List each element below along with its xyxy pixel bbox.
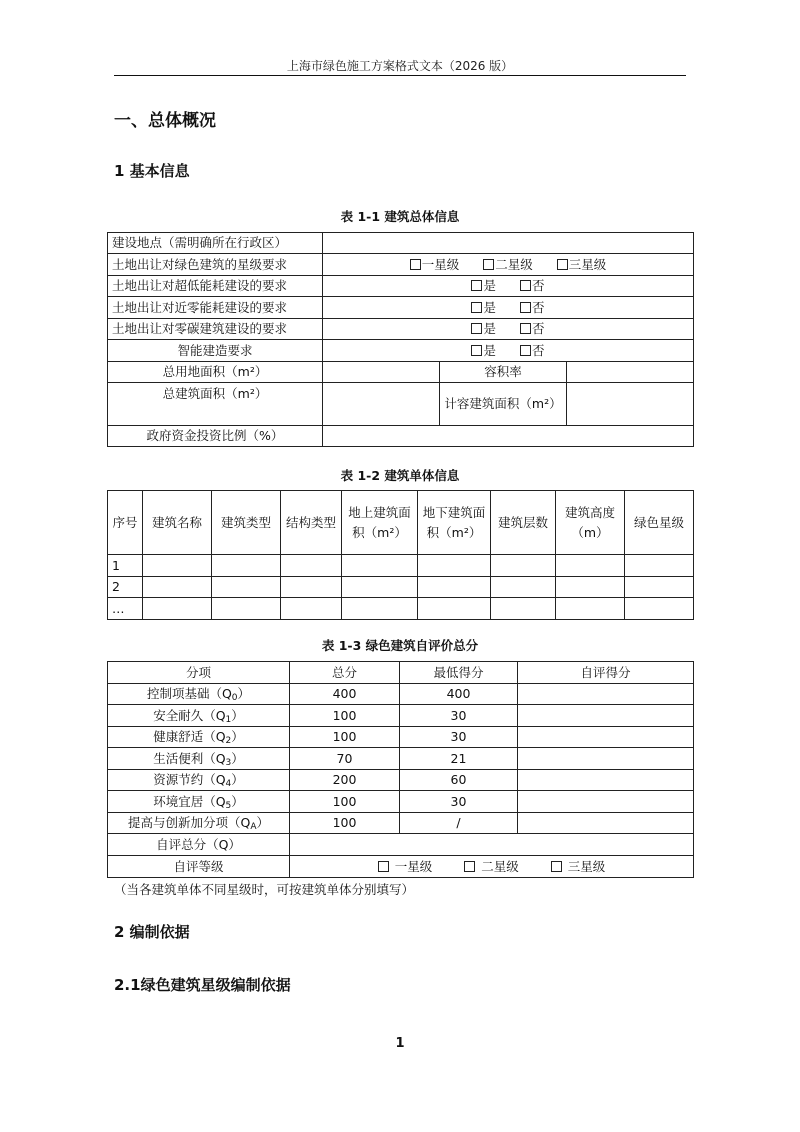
checkbox-icon — [551, 861, 562, 872]
option-yes[interactable]: 是 — [471, 278, 496, 294]
option-yes[interactable]: 是 — [471, 300, 496, 316]
row-label-ultra-low: 土地出让对超低能耗建设的要求 — [108, 276, 323, 297]
item-total: 70 — [290, 748, 400, 770]
cell[interactable] — [625, 598, 694, 620]
header-min-score: 最低得分 — [400, 662, 518, 684]
item-name: 资源节约$(Q_4)$ — [108, 770, 290, 791]
label-self-total: 自评总分（Q） — [108, 834, 290, 856]
item-self-score[interactable] — [518, 813, 694, 834]
self-evaluation-table — [107, 661, 694, 878]
row-label-zero-carbon: 土地出让对零碳建筑建设的要求 — [108, 319, 323, 340]
option-two-star[interactable]: 二星级 — [483, 257, 533, 273]
table-note: （当各建筑单体不同星级时，可按建筑单体分别填写） — [114, 882, 415, 897]
option-no[interactable]: 否 — [520, 321, 545, 337]
item-total: 100 — [290, 813, 400, 834]
star-requirement-options — [323, 254, 694, 276]
item-self-score[interactable] — [518, 770, 694, 791]
header-serial: 序号 — [108, 491, 143, 555]
item-min: 30 — [400, 705, 518, 727]
item-total: 100 — [290, 727, 400, 748]
cell[interactable] — [342, 577, 418, 598]
smart-construction-options — [323, 340, 694, 362]
row-label-gov-investment: 政府资金投资比例（%） — [108, 426, 323, 447]
checkbox-icon — [520, 323, 531, 334]
option-three-star[interactable]: 三星级 — [557, 257, 607, 273]
cell[interactable] — [143, 598, 212, 620]
option-yes[interactable]: 是 — [471, 321, 496, 337]
self-total-value-cell[interactable] — [290, 834, 694, 856]
table-caption-1-3: 表 1-3 绿色建筑自评价总分 — [321, 638, 479, 653]
row-label-total-floor-area: 总建筑面积（m²） — [108, 383, 323, 426]
section-heading-overview: 一、总体概况 — [114, 111, 216, 131]
cell[interactable] — [418, 577, 491, 598]
item-name: 生活便利$(Q_3)$ — [108, 748, 290, 770]
option-no[interactable]: 否 — [520, 343, 545, 359]
cell[interactable] — [212, 598, 281, 620]
item-min: 30 — [400, 727, 518, 748]
header-building-name: 建筑名称 — [143, 491, 212, 555]
table-row — [108, 770, 694, 791]
checkbox-icon — [471, 345, 482, 356]
label-far-floor-area: 计容建筑面积（m²） — [440, 383, 567, 426]
cell[interactable] — [418, 598, 491, 620]
label-floor-area-ratio: 容积率 — [440, 362, 567, 383]
header-item: 分项 — [108, 662, 290, 684]
header-structure-type: 结构类型 — [281, 491, 342, 555]
row-serial: … — [108, 598, 143, 620]
option-one-star[interactable]: 一星级 — [378, 859, 433, 875]
cell[interactable] — [281, 598, 342, 620]
cell[interactable] — [491, 555, 556, 577]
header-underground-area: 地下建筑面积（m²） — [418, 491, 491, 555]
item-min: 400 — [400, 684, 518, 705]
floor-area-ratio-value-cell[interactable] — [567, 362, 694, 383]
checkbox-icon — [471, 302, 482, 313]
option-two-star[interactable]: 二星级 — [464, 859, 519, 875]
row-label-star-requirement: 土地出让对绿色建筑的星级要求 — [108, 254, 323, 276]
building-units-table — [107, 490, 694, 620]
option-yes[interactable]: 是 — [471, 343, 496, 359]
row-serial: 2 — [108, 577, 143, 598]
cell[interactable] — [556, 577, 625, 598]
header-self-score: 自评得分 — [518, 662, 694, 684]
cell[interactable] — [143, 577, 212, 598]
cell[interactable] — [625, 577, 694, 598]
checkbox-icon — [378, 861, 389, 872]
table-row — [108, 705, 694, 727]
table-row — [108, 555, 694, 577]
near-zero-options — [323, 297, 694, 319]
item-min: 30 — [400, 791, 518, 813]
item-min: 60 — [400, 770, 518, 791]
header-floors: 建筑层数 — [491, 491, 556, 555]
option-no[interactable]: 否 — [520, 300, 545, 316]
label-self-grade: 自评等级 — [108, 856, 290, 878]
item-total: 400 — [290, 684, 400, 705]
item-self-score[interactable] — [518, 727, 694, 748]
row-label-near-zero: 土地出让对近零能耗建设的要求 — [108, 297, 323, 319]
row-label-site: 建设地点（需明确所在行政区） — [108, 233, 323, 254]
checkbox-icon — [410, 259, 421, 270]
table-row — [108, 577, 694, 598]
total-floor-area-value-cell[interactable] — [323, 383, 440, 426]
subsection-heading-basic-info: 1 基本信息 — [114, 162, 190, 180]
checkbox-icon — [520, 345, 531, 356]
item-name: 控制项基础$(Q_0)$ — [108, 684, 290, 705]
table-row — [108, 813, 694, 834]
cell[interactable] — [491, 577, 556, 598]
option-no[interactable]: 否 — [520, 278, 545, 294]
row-label-land-area: 总用地面积（m²） — [108, 362, 323, 383]
building-overview-table — [107, 232, 694, 447]
checkbox-icon — [483, 259, 494, 270]
table-caption-1-1: 表 1-1 建筑总体信息 — [340, 209, 460, 224]
item-name: 提高与创新加分项$(Q_A)$ — [108, 813, 290, 834]
cell[interactable] — [491, 598, 556, 620]
cell[interactable] — [625, 555, 694, 577]
item-self-score[interactable] — [518, 705, 694, 727]
page-number: 1 — [395, 1036, 405, 1051]
item-min: / — [400, 813, 518, 834]
cell[interactable] — [212, 577, 281, 598]
header-above-ground-area: 地上建筑面积（m²） — [342, 491, 418, 555]
header-total: 总分 — [290, 662, 400, 684]
subsection-heading-basis: 2 编制依据 — [114, 923, 190, 941]
checkbox-icon — [520, 302, 531, 313]
cell[interactable] — [212, 555, 281, 577]
cell[interactable] — [281, 577, 342, 598]
item-name: 健康舒适$(Q_2)$ — [108, 727, 290, 748]
cell[interactable] — [556, 598, 625, 620]
cell[interactable] — [556, 555, 625, 577]
page-header: 上海市绿色施工方案格式文本（2026 版） — [286, 59, 514, 73]
option-one-star[interactable]: 一星级 — [410, 257, 460, 273]
row-serial: 1 — [108, 555, 143, 577]
item-total: 100 — [290, 791, 400, 813]
item-self-score[interactable] — [518, 748, 694, 770]
checkbox-icon — [557, 259, 568, 270]
item-total: 100 — [290, 705, 400, 727]
header-green-star: 绿色星级 — [625, 491, 694, 555]
cell[interactable] — [143, 555, 212, 577]
cell[interactable] — [342, 555, 418, 577]
cell[interactable] — [418, 555, 491, 577]
checkbox-icon — [471, 280, 482, 291]
far-floor-area-value-cell[interactable] — [567, 383, 694, 426]
item-name: 环境宜居$(Q_5)$ — [108, 791, 290, 813]
header-divider — [114, 75, 686, 76]
table-row — [108, 684, 694, 705]
item-total: 200 — [290, 770, 400, 791]
zero-carbon-options — [323, 319, 694, 340]
site-value-cell[interactable] — [323, 233, 694, 254]
header-height: 建筑高度（m） — [556, 491, 625, 555]
land-area-value-cell[interactable] — [323, 362, 440, 383]
row-label-smart-construction: 智能建造要求 — [108, 340, 323, 362]
table-row — [108, 727, 694, 748]
option-three-star[interactable]: 三星级 — [551, 859, 606, 875]
table-row — [108, 598, 694, 620]
subsection-heading-star-basis: 2.1绿色建筑星级编制依据 — [114, 976, 291, 994]
checkbox-icon — [471, 323, 482, 334]
item-self-score[interactable] — [518, 791, 694, 813]
item-name: 安全耐久$(Q_1)$ — [108, 705, 290, 727]
ultra-low-options — [323, 276, 694, 297]
self-grade-options — [290, 856, 694, 878]
header-building-type: 建筑类型 — [212, 491, 281, 555]
table-caption-1-2: 表 1-2 建筑单体信息 — [340, 468, 460, 483]
item-self-score[interactable] — [518, 684, 694, 705]
cell[interactable] — [281, 555, 342, 577]
gov-investment-value-cell[interactable] — [323, 426, 694, 447]
cell[interactable] — [342, 598, 418, 620]
table-row — [108, 748, 694, 770]
table-row — [108, 791, 694, 813]
checkbox-icon — [520, 280, 531, 291]
checkbox-icon — [464, 861, 475, 872]
item-min: 21 — [400, 748, 518, 770]
